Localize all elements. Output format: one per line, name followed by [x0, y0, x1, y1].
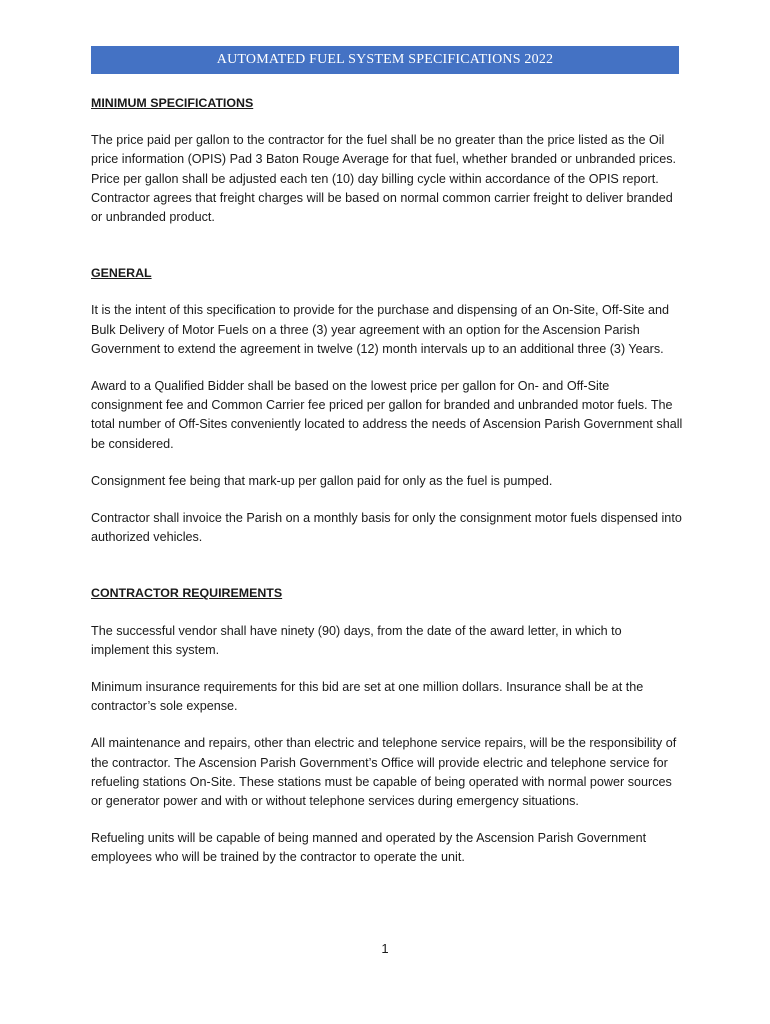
section-heading-general: GENERAL	[91, 266, 152, 281]
document-title: AUTOMATED FUEL SYSTEM SPECIFICATIONS 2022	[216, 52, 554, 67]
page-number: 1	[381, 941, 389, 956]
general-paragraph-consignment-fee: Consignment fee being that mark-up per gallon paid for only as the fuel is pumped.	[91, 473, 553, 488]
contractor-paragraph-implementation: The successful vendor shall have ninety (90) days, from the date of the award letter, in which to implement this system.	[91, 623, 622, 657]
section-heading-minimum-specifications: MINIMUM SPECIFICATIONS	[91, 96, 254, 110]
contractor-paragraph-insurance: Minimum insurance requirements for this bid are set at one million dollars. Insurance shall be at the contractor’s sole expense.	[91, 680, 644, 714]
document-title-bar	[91, 46, 679, 74]
general-paragraph-intent: It is the intent of this specification to provide for the purchase and dispensing of an On-Site, Off-Site and Bulk Delivery of Motor Fuels on a three (3) year agreement with an option for the Ascension Parish Government to extend the agreement in twelve (12) month intervals up to an additional three (3) Years.	[91, 303, 670, 356]
general-paragraph-invoice: Contractor shall invoice the Parish on a monthly basis for only the consignment motor fuels dispensed into authorized vehicles.	[91, 511, 682, 545]
general-paragraph-award: Award to a Qualified Bidder shall be based on the lowest price per gallon for On- and Off-Site consignment fee and Common Carrier fee priced per gallon for branded and unbranded motor fuels. The total number of Off-Sites conveniently located to address the needs of Ascension Parish Government shall be considered.	[91, 379, 683, 451]
contractor-paragraph-refueling-units: Refueling units will be capable of being manned and operated by the Ascension Parish Government employees who will be trained by the contractor to operate the unit.	[91, 831, 647, 865]
minimum-specifications-paragraph: The price paid per gallon to the contractor for the fuel shall be no greater than the price listed as the Oil price information (OPIS) Pad 3 Baton Rouge Average for that fuel, whether branded or unbranded prices. Price per gallon shall be adjusted each ten (10) day billing cycle within accordance of the OPIS report. Contractor agrees that freight charges will be based on normal common carrier freight to deliver branded or unbranded product.	[91, 133, 677, 225]
contractor-paragraph-maintenance: All maintenance and repairs, other than electric and telephone service repairs, will be the responsibility of the contractor. The Ascension Parish Government’s Office will provide electric and telephone service for refueling stations On-Site. These stations must be capable of being operated with normal power sources or generator power and with or without telephone services during emergency situations.	[91, 736, 677, 809]
section-heading-contractor-requirements: CONTRACTOR REQUIREMENTS	[91, 586, 283, 601]
document-body	[91, 94, 683, 868]
